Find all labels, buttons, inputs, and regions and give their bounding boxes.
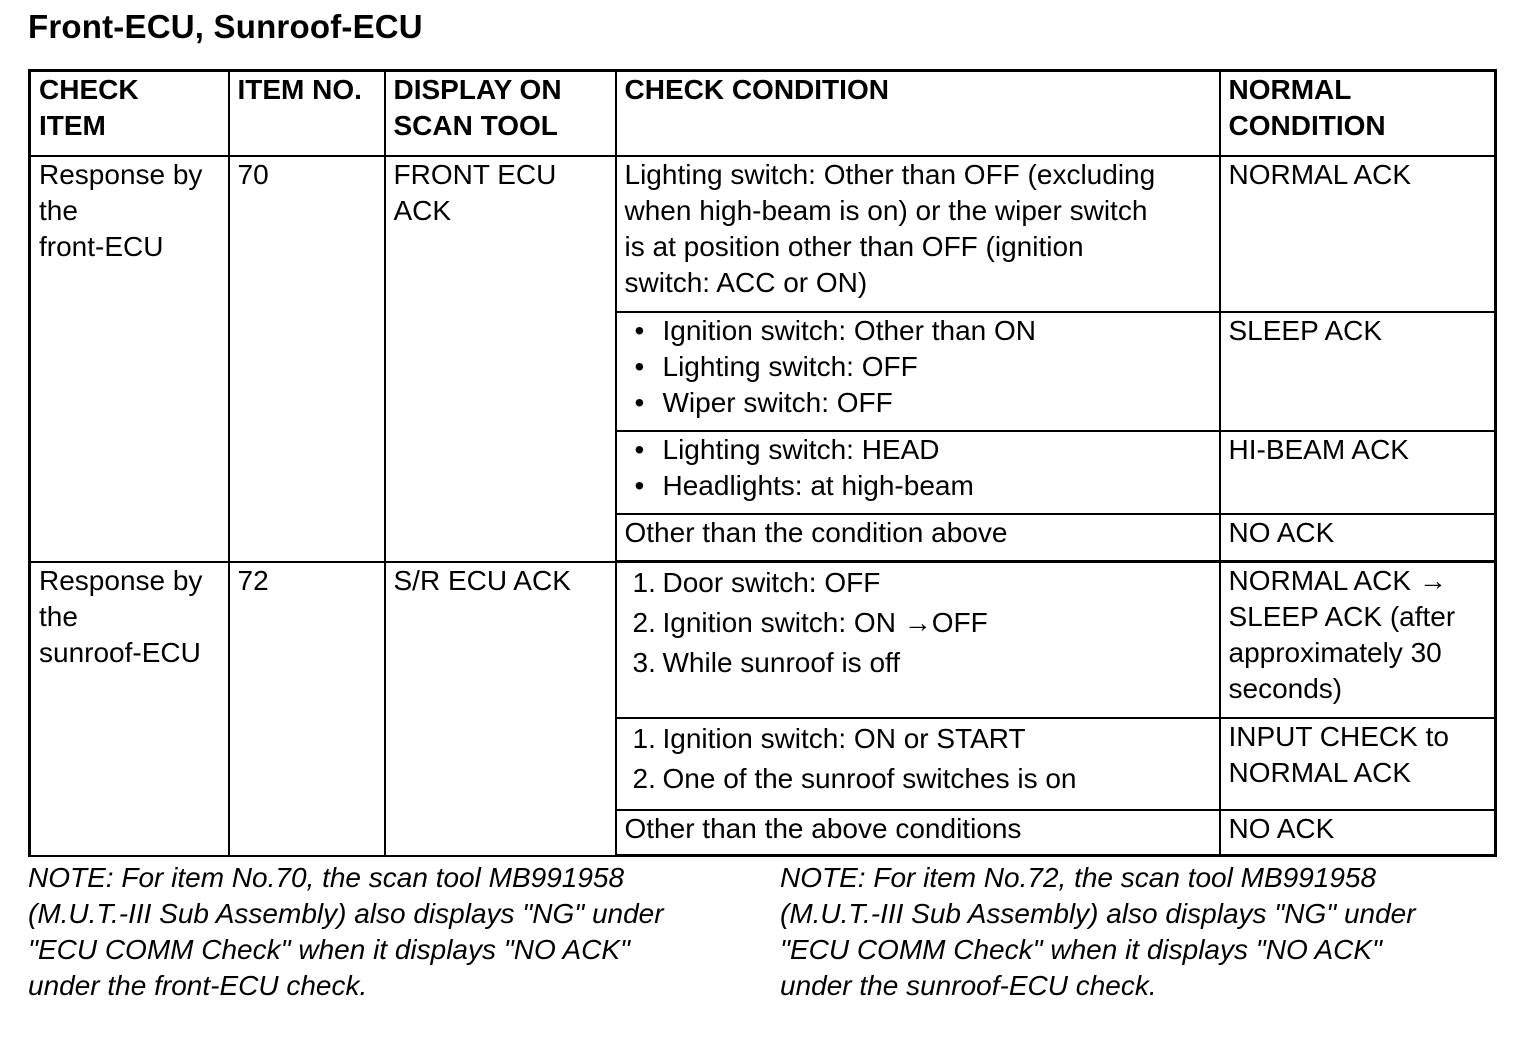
bullet-icon: • [634, 350, 645, 382]
list-item [625, 432, 1213, 468]
normal-cell: INPUT CHECK to NORMAL ACK [1220, 718, 1496, 810]
condition-cell: Other than the above conditions [616, 810, 1220, 856]
list-item [625, 759, 1213, 799]
item-no-sunroof: 72 [229, 562, 385, 856]
header-item-no: ITEM NO. [229, 71, 385, 156]
step-number: 2. [632, 762, 656, 794]
note-item-70: NOTE: For item No.70, the scan tool MB991958 (M.U.T.-III Sub Assembly) also displays "NG" under "ECU COMM Check" when it displays "NO ACK" under the front-ECU check. [28, 862, 664, 1001]
condition-cell [616, 562, 1220, 718]
list-item [625, 385, 1213, 421]
normal-cell: SLEEP ACK [1220, 312, 1496, 431]
bullet-icon: • [634, 314, 645, 346]
note-item-72: NOTE: For item No.72, the scan tool MB991958 (M.U.T.-III Sub Assembly) also displays "NG" under "ECU COMM Check" when it displays "NO ACK" under the sunroof-ECU check. [780, 862, 1416, 1001]
check-item-front: Response by the front-ECU [30, 156, 229, 562]
step-number: 2. [632, 607, 656, 638]
list-item [625, 643, 1213, 683]
condition-step-list [625, 719, 1213, 799]
step-number: 3. [632, 647, 656, 678]
condition-bullet-list [625, 432, 1213, 504]
condition-cell [616, 718, 1220, 810]
list-item [625, 468, 1213, 504]
step-number: 1. [632, 722, 656, 754]
normal-cell: NO ACK [1220, 810, 1496, 856]
normal-cell: NORMAL ACK [1220, 156, 1496, 312]
list-item-text: Door switch: OFF [662, 567, 881, 598]
table-row [30, 156, 1496, 312]
list-item-text: Headlights: at high-beam [662, 469, 974, 501]
condition-cell: Other than the condition above [616, 514, 1220, 562]
list-item-text: While sunroof is off [662, 647, 901, 678]
list-item [625, 349, 1213, 385]
list-item [625, 563, 1213, 603]
list-item-text: Lighting switch: HEAD [662, 433, 940, 465]
list-item [625, 313, 1213, 349]
list-item-text: Ignition switch: ON →OFF [662, 607, 988, 638]
page-title: Front-ECU, Sunroof-ECU [28, 8, 423, 45]
header-display: DISPLAY ON SCAN TOOL [385, 71, 616, 156]
normal-cell: NO ACK [1220, 514, 1496, 562]
check-item-sunroof: Response by the sunroof-ECU [30, 562, 229, 856]
display-sunroof: S/R ECU ACK [385, 562, 616, 856]
list-item-text: One of the sunroof switches is on [662, 762, 1077, 794]
bullet-icon: • [634, 433, 645, 465]
list-item [625, 719, 1213, 759]
normal-cell: NORMAL ACK → SLEEP ACK (after approximately 30 seconds) [1220, 562, 1496, 718]
display-front: FRONT ECU ACK [385, 156, 616, 562]
condition-bullet-list [625, 313, 1213, 421]
header-condition: CHECK CONDITION [616, 71, 1220, 156]
step-number: 1. [632, 567, 656, 598]
condition-step-list [625, 563, 1213, 683]
list-item-text: Ignition switch: Other than ON [662, 314, 1037, 346]
table-row [30, 562, 1496, 718]
header-check-item: CHECK ITEM [30, 71, 229, 156]
bullet-icon: • [634, 469, 645, 501]
table-header-row [30, 71, 1496, 156]
condition-cell [616, 431, 1220, 514]
condition-cell: Lighting switch: Other than OFF (excluding when high-beam is on) or the wiper switch is at position other than OFF (ignition switch: ACC or ON) [616, 156, 1220, 312]
list-item-text: Lighting switch: OFF [662, 350, 918, 382]
list-item [625, 603, 1213, 643]
item-no-front: 70 [229, 156, 385, 562]
header-normal: NORMAL CONDITION [1220, 71, 1496, 156]
list-item-text: Wiper switch: OFF [662, 386, 893, 418]
bullet-icon: • [634, 386, 645, 418]
list-item-text: Ignition switch: ON or START [662, 722, 1026, 754]
normal-cell: HI-BEAM ACK [1220, 431, 1496, 514]
ecu-check-table [28, 69, 1497, 857]
condition-cell [616, 312, 1220, 431]
